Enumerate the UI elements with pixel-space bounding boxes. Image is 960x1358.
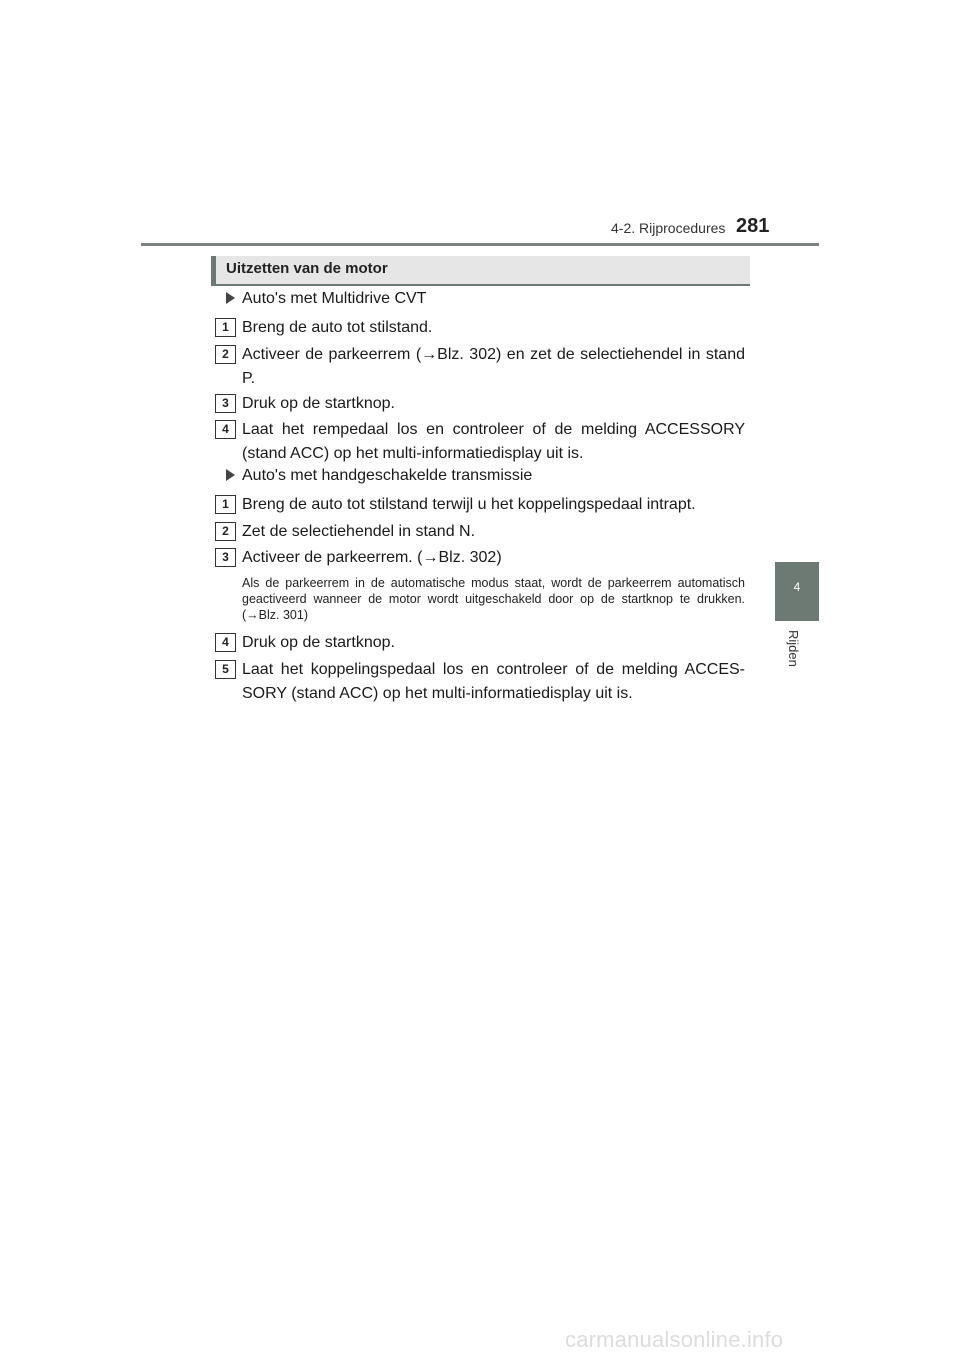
- section-heading: [211, 256, 750, 286]
- chapter-label: Rijden: [786, 630, 801, 667]
- subheading-cvt-label: Auto's met Multidrive CVT: [242, 290, 427, 307]
- section-heading-bar: [211, 256, 216, 284]
- subheading-manual: [226, 467, 532, 485]
- step-text: Laat het koppelingspedaal los en controleer of de melding ACCES-SORY (stand ACC) op het multi-informatiedisplay uit is.: [242, 661, 745, 702]
- step-number-badge: 3: [215, 548, 236, 567]
- chapter-number: 4: [793, 580, 801, 594]
- step-number-badge: 4: [215, 420, 236, 439]
- step-text: Activeer de parkeerrem. (→Blz. 302): [242, 549, 502, 566]
- step-number-badge: 4: [215, 633, 236, 652]
- step-number-badge: 2: [215, 522, 236, 541]
- chapter-tab[interactable]: [775, 562, 819, 621]
- running-header: 4-2. Rijprocedures: [611, 220, 726, 236]
- triangle-bullet-icon: [226, 292, 235, 304]
- triangle-bullet-icon: [226, 469, 235, 481]
- step-text: Druk op de startknop.: [242, 395, 395, 412]
- header-divider: [141, 243, 819, 246]
- step-text: Activeer de parkeerrem (→Blz. 302) en zet de selectiehendel in stand P.: [242, 346, 745, 387]
- step-text: Breng de auto tot stilstand terwijl u het koppelingspedaal intrapt.: [242, 496, 696, 513]
- step-number-badge: 2: [215, 345, 236, 364]
- subheading-cvt: [226, 290, 426, 308]
- step-text: Druk op de startknop.: [242, 634, 395, 651]
- step-text: Laat het rempedaal los en controleer of de melding ACCESSORY (stand ACC) op het multi-informatiedisplay uit is.: [242, 421, 745, 462]
- step-text: Zet de selectiehendel in stand N.: [242, 523, 476, 540]
- step-text: Breng de auto tot stilstand.: [242, 319, 433, 336]
- step-number-badge: 3: [215, 394, 236, 413]
- subheading-manual-label: Auto's met handgeschakelde transmissie: [242, 467, 533, 484]
- step-number-badge: 1: [215, 495, 236, 514]
- watermark: carmanualsonline.info: [565, 1327, 784, 1352]
- step-number-badge: 5: [215, 660, 236, 679]
- step-note: Als de parkeerrem in de automatische modus staat, wordt de parkeerrem automatisch geactiveerd wanneer de motor wordt uitgeschakeld door op de startknop te drukken. (→Blz. 301): [242, 576, 745, 622]
- section-title: Uitzetten van de motor: [226, 260, 388, 277]
- page-number: 281: [736, 215, 770, 237]
- step-number-badge: 1: [215, 318, 236, 337]
